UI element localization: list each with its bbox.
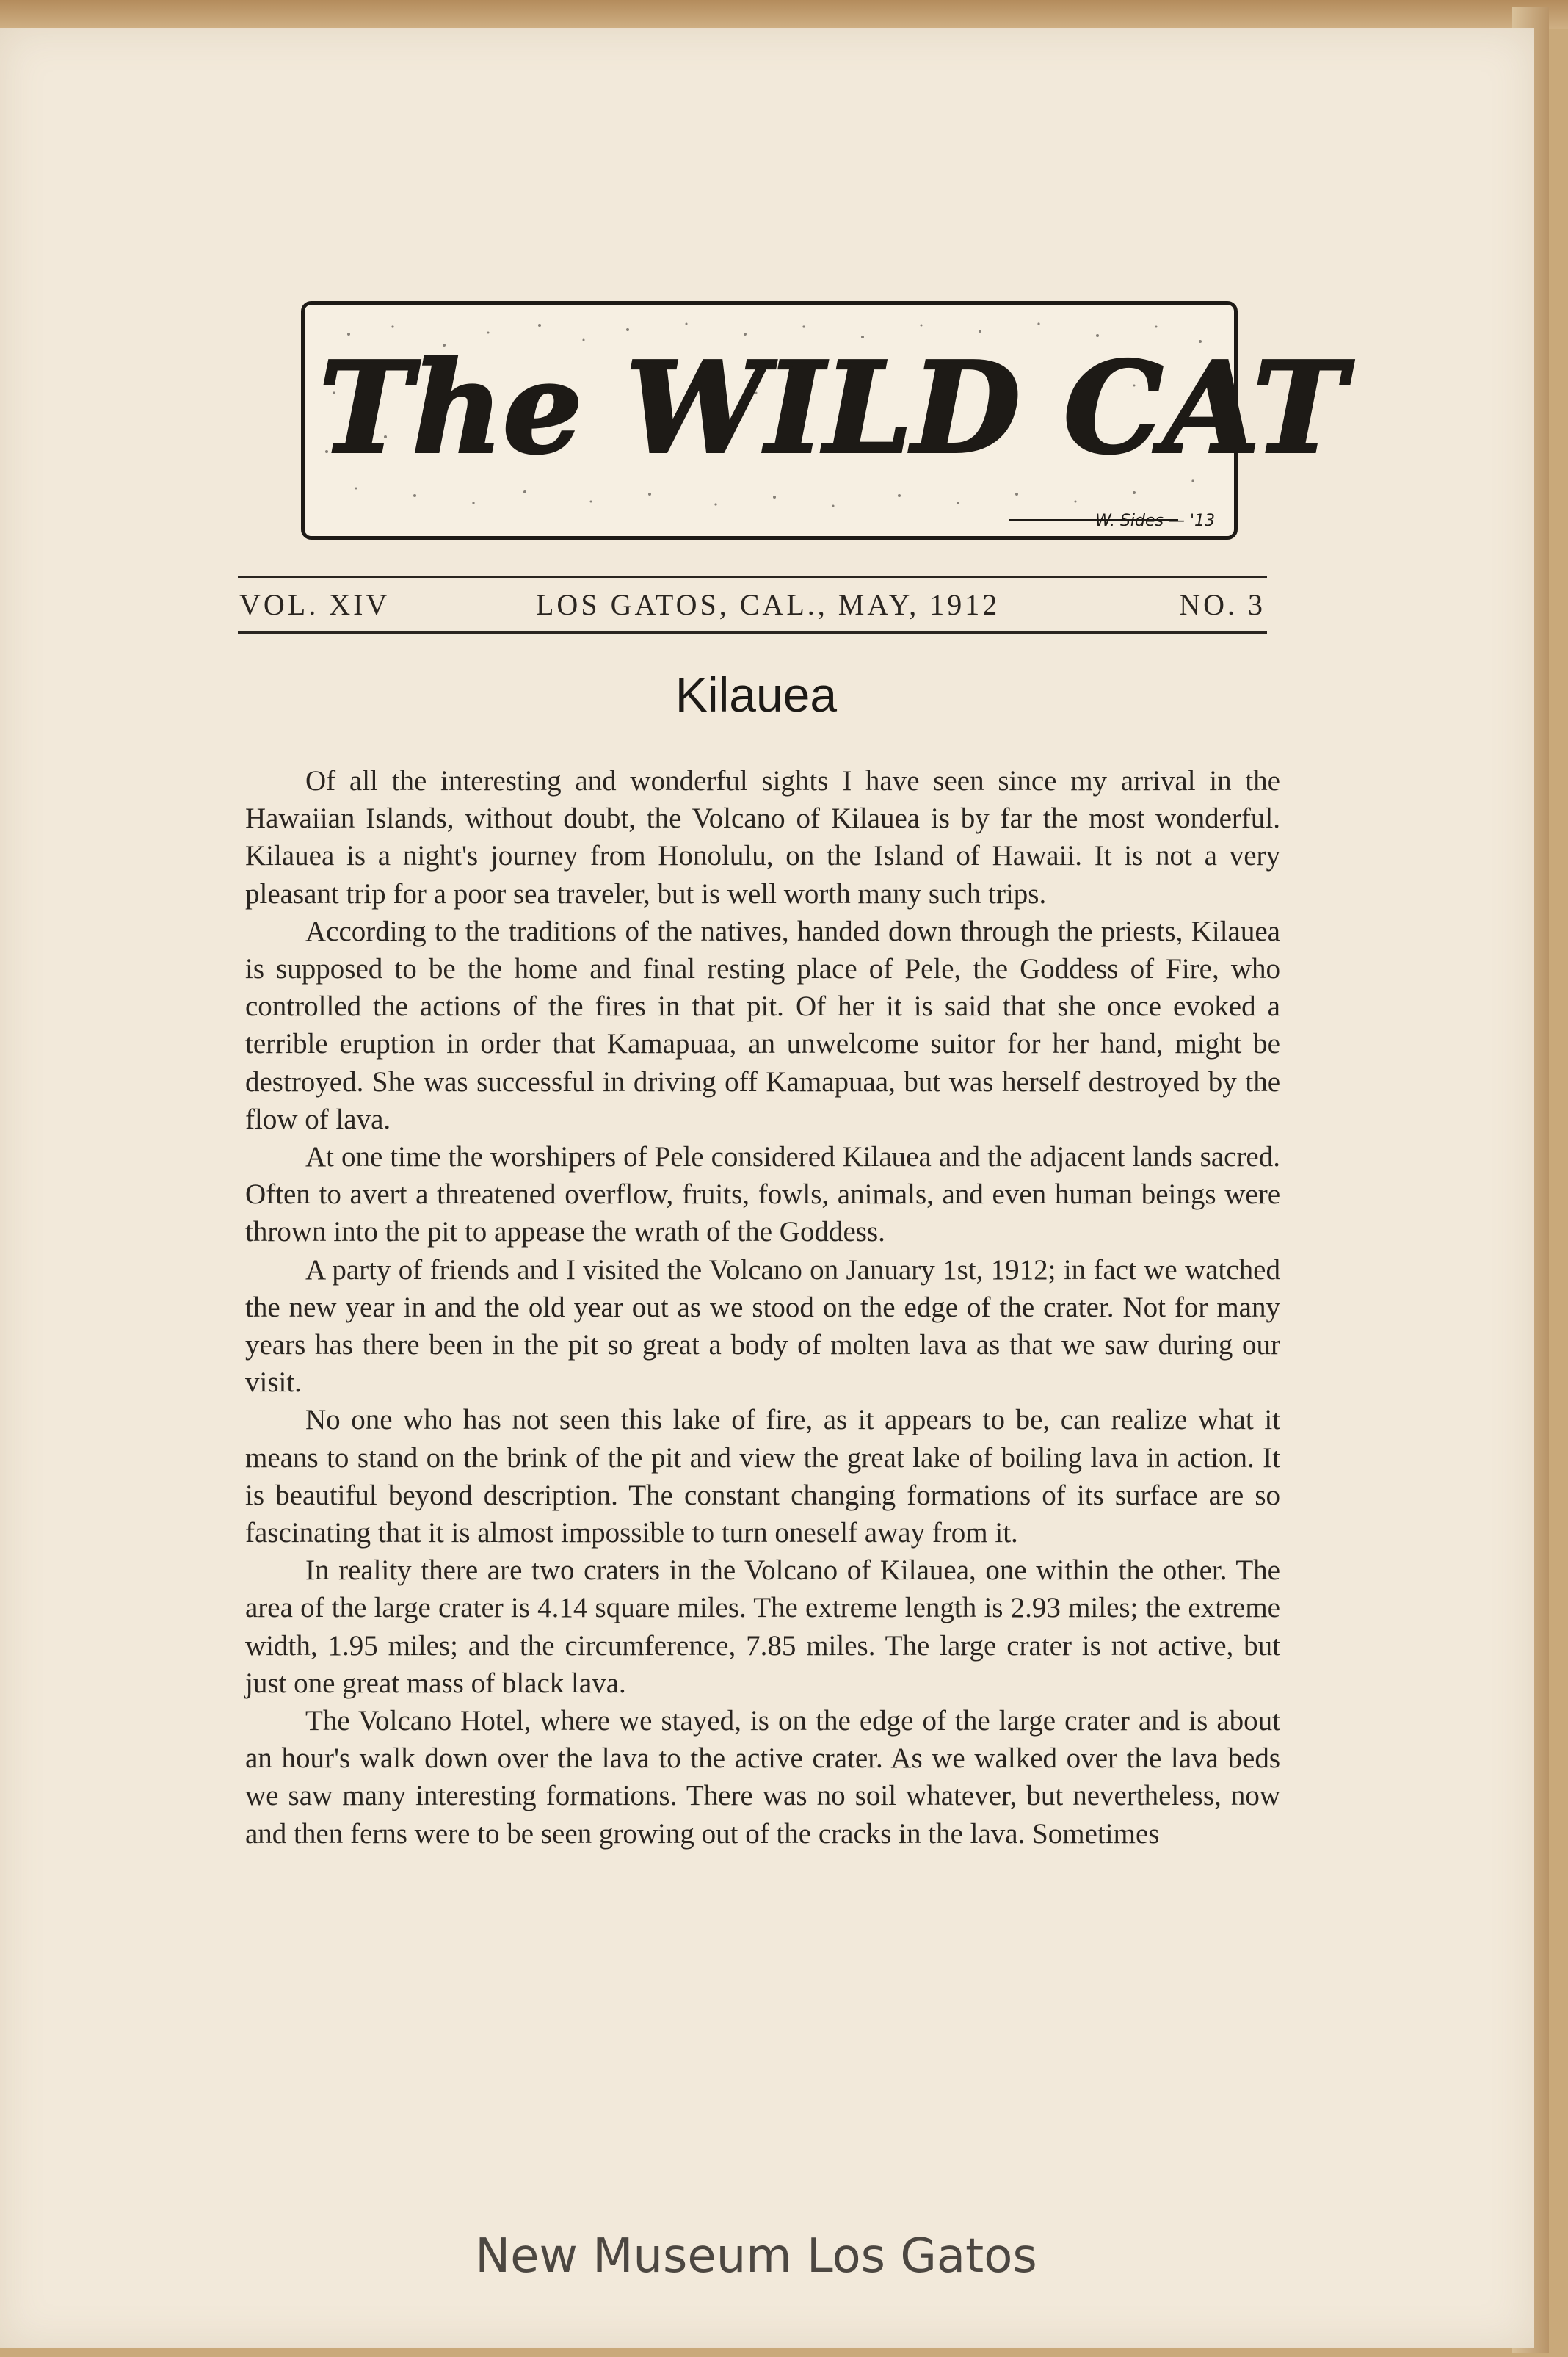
museum-watermark: New Museum Los Gatos (475, 2229, 1037, 2284)
issue-number: NO. 3 (1179, 588, 1266, 621)
paragraph: The Volcano Hotel, where we stayed, is on the edge of the large crater and is about an hour's walk down over the lava to the active crater. As we walked over the lava beds we saw many interesting formations. There was no soil whatever, but nevertheless, now and then ferns were to be seen growing out of the cracks in the lava. Sometimes (245, 1705, 1280, 1850)
issue-rule-top (238, 576, 1267, 578)
issue-line (239, 587, 1266, 626)
volume-label: VOL. XIV (239, 588, 391, 621)
paragraph: At one time the worshipers of Pele considered Kilauea and the adjacent lands sacred. Often to avert a threatened overflow, fruits, fowls, animals, and even human beings were thrown into the pit to appease the wrath of the Goddess. (245, 1141, 1280, 1248)
paragraph: Of all the interesting and wonderful sights I have seen since my arrival in the Hawaiian Islands, without doubt, the Volcano of Kilauea is by far the most wonderful. Kilauea is a night's journey from Honolulu, on the Island of Hawaii. It is not a very pleasant trip for a poor sea traveler, but is well worth many such trips. (245, 765, 1280, 910)
paragraph: According to the traditions of the natives, handed down through the priests, Kilauea is supposed to be the home and final resting place of Pele, the Goddess of Fire, who controlled the actions of the fires in that pit. Of her it is said that she once evoked a terrible eruption in order that Kamapuaa, an unwelcome suitor for her hand, might be destroyed. She was successful in driving off Kamapuaa, but was herself destroyed by the flow of lava. (245, 915, 1280, 1135)
masthead-title: The WILD CAT (319, 335, 1346, 482)
article-body (245, 762, 1280, 1853)
illustrator-signature: W. Sides — '13 (1095, 512, 1215, 530)
paragraph: In reality there are two craters in the Volcano of Kilauea, one within the other. The area of the large crater is 4.14 square miles. The extreme length is 2.93 miles; the extreme width, 1.95 miles; and the circumference, 7.85 miles. The large crater is not active, but just one great mass of black lava. (245, 1554, 1280, 1699)
page-top-edge (0, 0, 1568, 29)
place-date: LOS GATOS, CAL., MAY, 1912 (536, 588, 1001, 621)
masthead (301, 301, 1346, 540)
masthead-title-art (305, 305, 1346, 496)
paragraph: A party of friends and I visited the Volcano on January 1st, 1912; in fact we watched the new year in and the old year out as we stood on the edge of the crater. Not for many years has there been in the pit so great a body of molten lava as that we saw during our visit. (245, 1253, 1280, 1399)
issue-rule-bottom (238, 631, 1267, 634)
paragraph: No one who has not seen this lake of fire, as it appears to be, can realize what it means to stand on the brink of the pit and view the great lake of boiling lava in action. It is beautiful beyond description. The constant changing formations of its surface are so fascinating that it is almost impossible to turn oneself away from it. (245, 1404, 1280, 1549)
article-title: Kilauea (675, 667, 838, 722)
document-page (0, 28, 1534, 2348)
